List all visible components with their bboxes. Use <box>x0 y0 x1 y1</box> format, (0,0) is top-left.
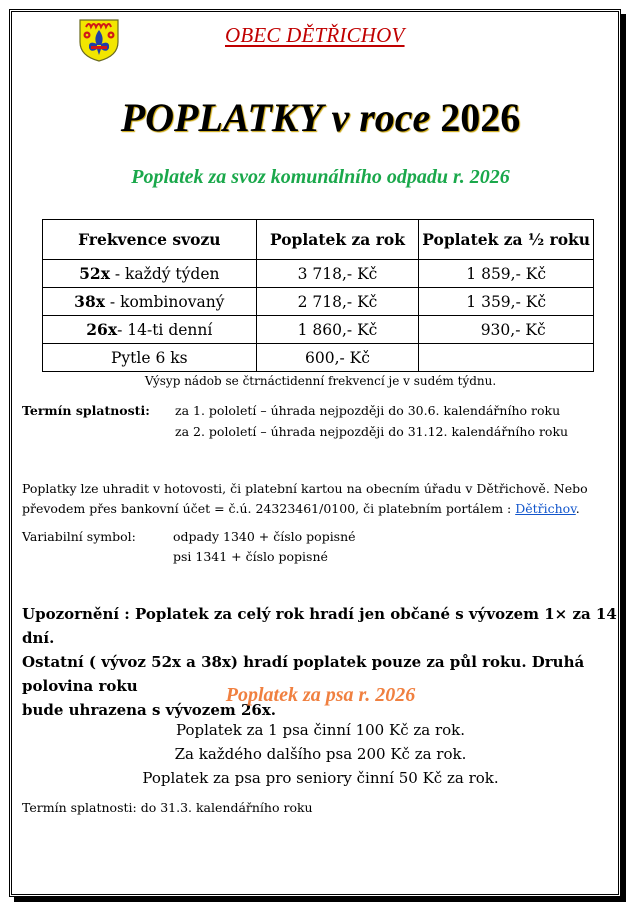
yearly-fee-cell: 3 718,- Kč <box>256 260 419 288</box>
payment-portal-link[interactable]: Dětřichov <box>515 501 576 516</box>
variable-symbol-waste: odpady 1340 + číslo popisné <box>173 529 356 544</box>
payment-info-line-1: Poplatky lze uhradit v hotovosti, či platební kartou na obecním úřadu v Dětřichově. Nebo <box>22 481 588 496</box>
yearly-fee-cell: 600,- Kč <box>256 344 419 372</box>
collection-note: Výsyp nádob se čtrnáctidenní frekvencí je v sudém týdnu. <box>144 374 497 388</box>
column-header-yearly-fee: Poplatek za rok <box>256 220 419 260</box>
frequency-count: 52x <box>79 264 110 283</box>
payment-info-line-2 <box>22 501 580 516</box>
table-row <box>43 316 594 344</box>
deadline-label: Termín splatnosti: <box>22 403 150 418</box>
page-title-text: POPLATKY v roce <box>120 95 441 140</box>
table-row <box>43 344 594 372</box>
deadline-line-1: za 1. pololetí – úhrada nejpozději do 30.6. kalendářního roku <box>175 403 561 418</box>
waste-fee-heading: Poplatek za svoz komunálního odpadu r. 2026 <box>131 166 510 188</box>
frequency-cell <box>43 288 257 316</box>
frequency-desc: - kombinovaný <box>104 293 225 311</box>
page-frame <box>9 9 621 897</box>
dog-fee-heading: Poplatek za psa r. 2026 <box>225 684 416 706</box>
warning-line: Ostatní ( vývoz 52x a 38x) hradí poplatek pouze za půl roku. Druhá polovina roku <box>22 653 585 695</box>
table-row <box>43 260 594 288</box>
waste-fee-table <box>42 219 594 372</box>
frequency-desc: - každý týden <box>109 265 220 283</box>
dog-fee-line: Poplatek za 1 psa činní 100 Kč za rok. <box>175 721 466 739</box>
table-header-row <box>43 220 594 260</box>
payment-info-suffix: . <box>575 501 580 516</box>
variable-symbol-dogs: psi 1341 + číslo popisné <box>173 549 328 564</box>
frequency-count: 38x <box>74 292 105 311</box>
half-year-fee-cell: 930,- Kč <box>419 316 594 344</box>
page-title <box>0 94 641 141</box>
dog-fee-line: Poplatek za psa pro seniory činní 50 Kč za rok. <box>142 769 499 787</box>
frequency-desc: - 14-ti denní <box>117 321 213 339</box>
column-header-half-year-fee: Poplatek za ½ roku <box>419 220 594 260</box>
frequency-cell <box>43 316 257 344</box>
half-year-fee-cell <box>419 344 594 372</box>
warning-line: Upozornění : Poplatek za celý rok hradí jen občané s vývozem 1× za 14 dní. <box>22 605 617 647</box>
yearly-fee-cell: 1 860,- Kč <box>256 316 419 344</box>
column-header-frequency: Frekvence svozu <box>43 220 257 260</box>
frequency-count: 26x <box>86 320 118 339</box>
table-row <box>43 288 594 316</box>
half-year-fee-cell: 1 359,- Kč <box>419 288 594 316</box>
frequency-cell <box>43 260 257 288</box>
half-year-fee-cell: 1 859,- Kč <box>419 260 594 288</box>
deadline-line-2: za 2. pololetí – úhrada nejpozději do 31.12. kalendářního roku <box>175 424 569 439</box>
warning-line: bude uhrazena s vývozem 26x. <box>22 701 277 719</box>
municipality-name: OBEC DĚTŘICHOV <box>225 23 405 47</box>
page-title-year: 2026 <box>440 95 521 140</box>
yearly-fee-cell: 2 718,- Kč <box>256 288 419 316</box>
variable-symbol-label: Variabilní symbol: <box>22 529 136 544</box>
frequency-desc: Pytle 6 ks <box>111 349 188 367</box>
payment-info-text: převodem přes bankovní účet = č.ú. 24323461/0100, či platebním portálem : <box>22 501 516 516</box>
dog-fee-line: Za každého dalšího psa 200 Kč za rok. <box>174 745 467 763</box>
frequency-cell <box>43 344 257 372</box>
dog-fee-deadline: Termín splatnosti: do 31.3. kalendářního roku <box>22 800 313 815</box>
coat-of-arms-icon <box>78 18 120 62</box>
